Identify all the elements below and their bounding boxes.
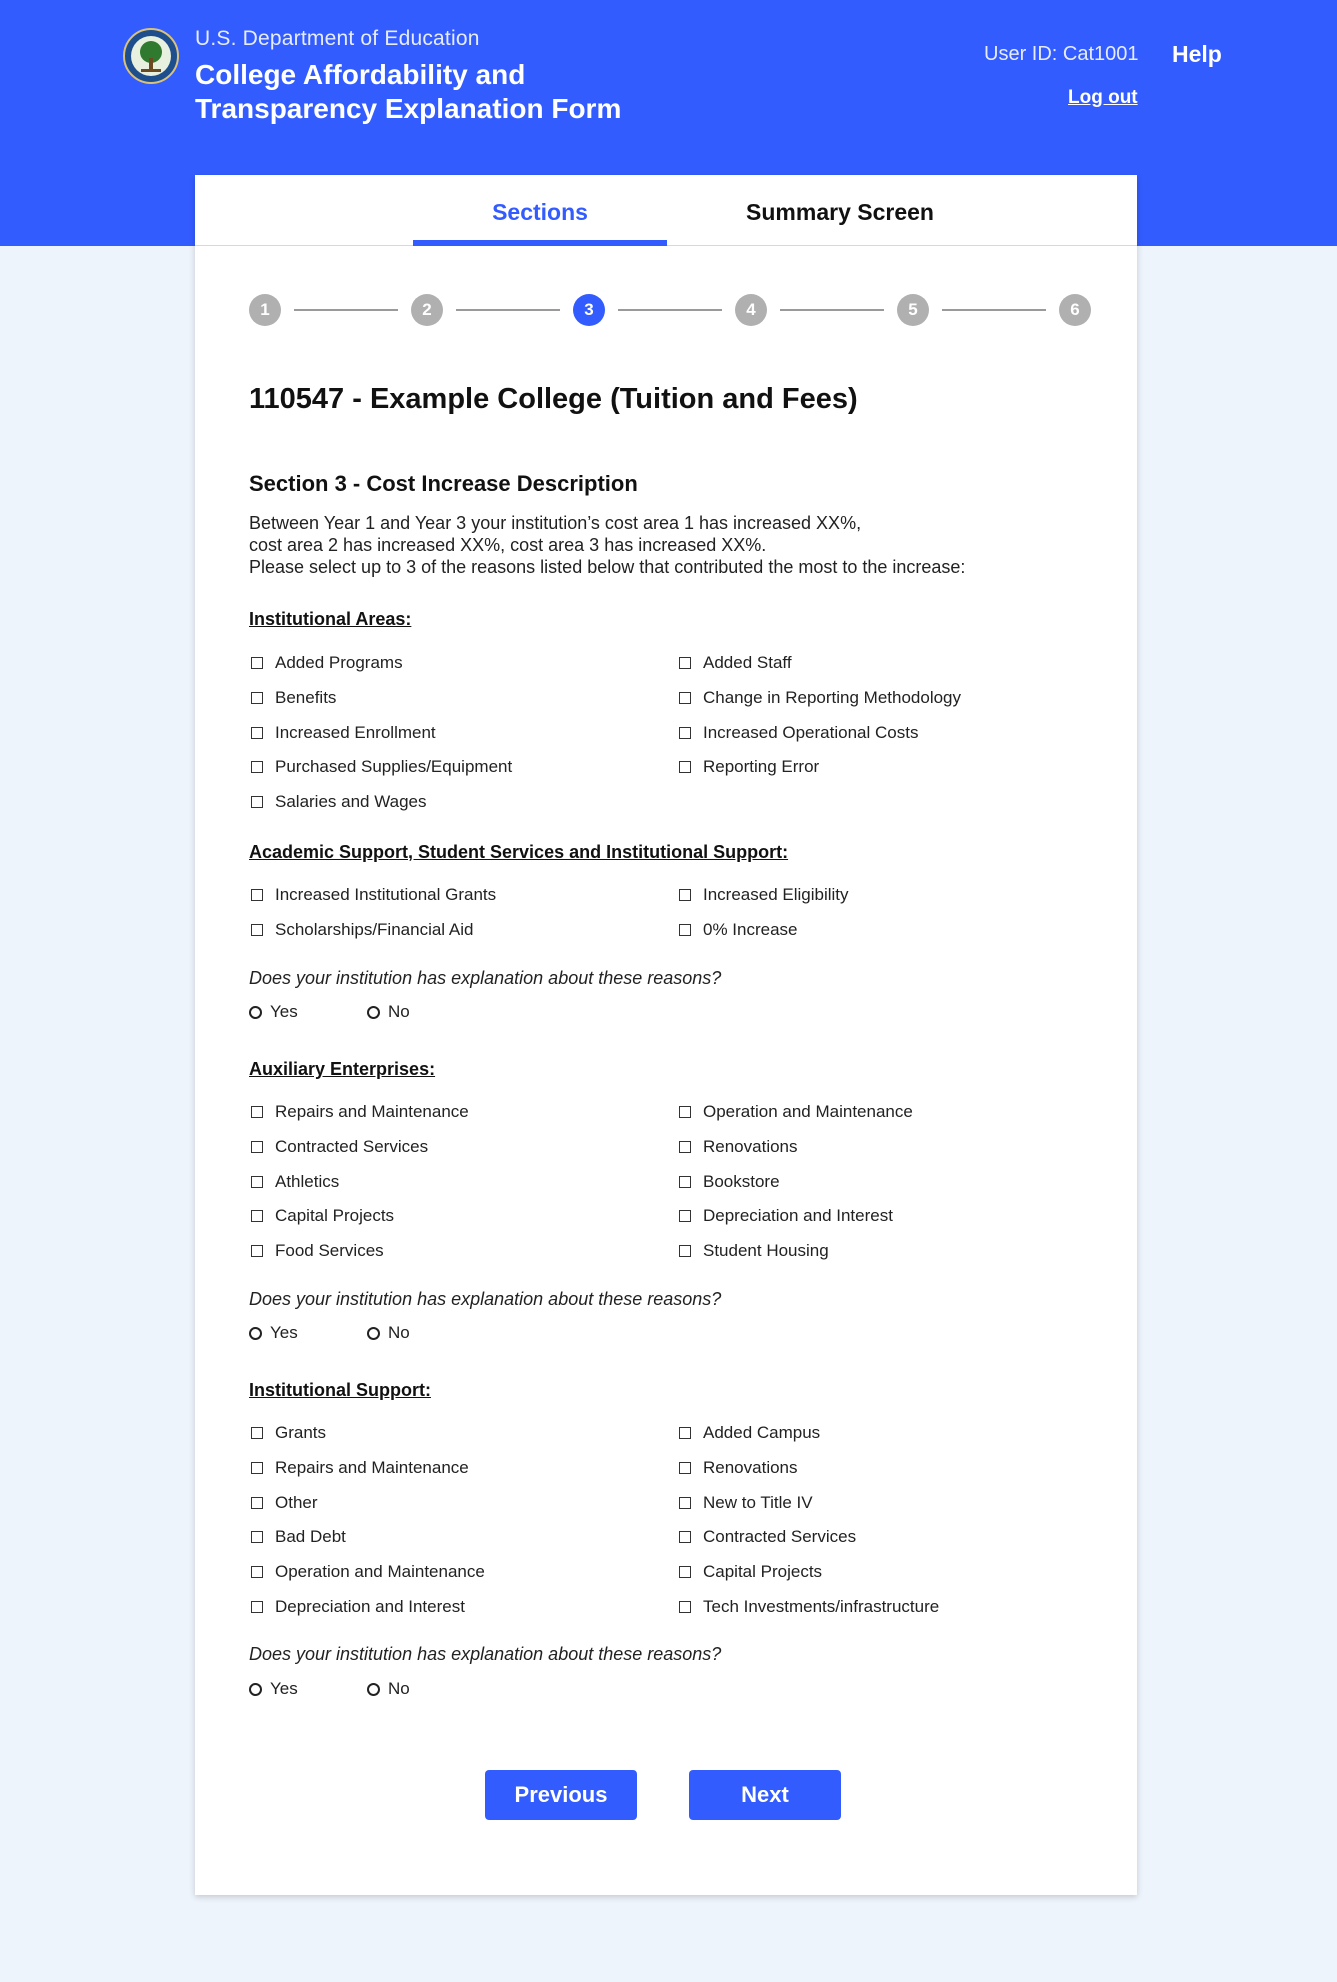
- checkbox-label: Tech Investments/infrastructure: [703, 1597, 940, 1616]
- checkbox-icon[interactable]: [679, 924, 691, 936]
- checkbox-icon[interactable]: [679, 1210, 691, 1222]
- page-title: 110547 - Example College (Tuition and Fees): [249, 383, 858, 415]
- checkbox-label: Increased Operational Costs: [703, 722, 919, 742]
- tab-bar: [195, 175, 1137, 246]
- radio-circle-icon[interactable]: [249, 1683, 262, 1696]
- checkbox-option[interactable]: [679, 1561, 822, 1583]
- radio-yes-support[interactable]: [249, 1678, 298, 1700]
- checkbox-option[interactable]: [679, 1136, 798, 1158]
- checkbox-option[interactable]: [679, 722, 918, 744]
- checkbox-option[interactable]: [679, 687, 961, 709]
- checkbox-label: Increased Eligibility: [703, 885, 849, 904]
- intro-line: Between Year 1 and Year 3 your institution’s cost area 1 has increased XX%,: [249, 513, 862, 533]
- radio-label: No: [388, 1323, 410, 1342]
- checkbox-icon[interactable]: [251, 924, 263, 936]
- checkbox-icon[interactable]: [251, 1427, 263, 1439]
- checkbox-icon[interactable]: [679, 657, 691, 669]
- checkbox-label: Grants: [275, 1423, 327, 1442]
- radio-label: Yes: [270, 1679, 298, 1698]
- checkbox-option[interactable]: [679, 884, 849, 906]
- checkbox-icon[interactable]: [251, 1531, 263, 1543]
- checkbox-icon[interactable]: [251, 1106, 263, 1118]
- checkbox-label: Student Housing: [703, 1241, 829, 1261]
- radio-circle-icon[interactable]: [249, 1327, 262, 1340]
- checkbox-option[interactable]: [251, 1526, 346, 1548]
- radio-yes-auxiliary[interactable]: [249, 1322, 298, 1344]
- intro-line: cost area 2 has increased XX%, cost area 3 has increased XX%.: [249, 535, 767, 555]
- checkbox-label: Change in Reporting Methodology: [703, 687, 962, 707]
- checkbox-icon[interactable]: [251, 1245, 263, 1257]
- checkbox-option[interactable]: [251, 1136, 428, 1158]
- checkbox-option[interactable]: [679, 1596, 939, 1618]
- group-title-institutional-areas: Institutional Areas:: [249, 609, 412, 629]
- help-link[interactable]: Help: [1172, 41, 1222, 67]
- checkbox-option[interactable]: [251, 1492, 318, 1514]
- radio-circle-icon[interactable]: [367, 1006, 380, 1019]
- agency-name: U.S. Department of Education: [195, 27, 480, 50]
- explanation-question: Does your institution has explanation about these reasons?: [249, 1644, 722, 1664]
- checkbox-icon[interactable]: [679, 1245, 691, 1257]
- checkbox-label: Added Campus: [703, 1423, 821, 1442]
- checkbox-label: Other: [275, 1492, 318, 1512]
- step-connector: [780, 309, 884, 311]
- checkbox-option[interactable]: [251, 687, 336, 709]
- checkbox-label: Benefits: [275, 687, 337, 707]
- checkbox-label: Athletics: [275, 1171, 340, 1191]
- checkbox-option[interactable]: [679, 1457, 798, 1479]
- checkbox-icon[interactable]: [251, 657, 263, 669]
- checkbox-icon[interactable]: [679, 692, 691, 704]
- checkbox-option[interactable]: [251, 756, 512, 778]
- explanation-question: Does your institution has explanation about these reasons?: [249, 1289, 722, 1309]
- radio-no-support[interactable]: [367, 1678, 410, 1700]
- checkbox-label: New to Title IV: [703, 1492, 813, 1512]
- checkbox-option[interactable]: [251, 791, 427, 813]
- radio-circle-icon[interactable]: [367, 1327, 380, 1340]
- intro-line: Please select up to 3 of the reasons listed below that contributed the most to the increase:: [249, 557, 966, 577]
- checkbox-label: Added Staff: [703, 653, 792, 672]
- checkbox-icon[interactable]: [251, 1176, 263, 1188]
- logout-link[interactable]: Log out: [1068, 87, 1138, 108]
- checkbox-icon[interactable]: [679, 761, 691, 773]
- app-title: College Affordability and Transparency Explanation Form: [195, 59, 622, 124]
- user-id: User ID: Cat1001: [984, 43, 1139, 65]
- checkbox-option[interactable]: [251, 652, 403, 674]
- checkbox-option[interactable]: [251, 1422, 326, 1444]
- checkbox-icon[interactable]: [679, 1106, 691, 1118]
- checkbox-label: Scholarships/Financial Aid: [275, 919, 474, 939]
- checkbox-label: Increased Enrollment: [275, 722, 436, 742]
- checkbox-label: Salaries and Wages: [275, 792, 427, 812]
- previous-button[interactable]: Previous: [485, 1770, 637, 1820]
- checkbox-option[interactable]: [679, 652, 792, 674]
- checkbox-icon[interactable]: [679, 1601, 691, 1613]
- radio-label: No: [388, 1002, 410, 1021]
- checkbox-label: Food Services: [275, 1241, 384, 1261]
- checkbox-label: Increased Institutional Grants: [275, 885, 497, 904]
- next-button[interactable]: Next: [689, 1770, 841, 1820]
- checkbox-label: Repairs and Maintenance: [275, 1457, 469, 1477]
- checkbox-label: Depreciation and Interest: [703, 1206, 893, 1226]
- radio-label: Yes: [270, 1002, 298, 1021]
- checkbox-icon[interactable]: [251, 1566, 263, 1578]
- checkbox-icon[interactable]: [251, 1141, 263, 1153]
- checkbox-icon[interactable]: [679, 1531, 691, 1543]
- radio-no-academic[interactable]: [367, 1001, 410, 1023]
- checkbox-option[interactable]: [251, 1457, 469, 1479]
- step-connector: [456, 309, 560, 311]
- tab-sections[interactable]: Sections: [413, 175, 667, 245]
- step-6[interactable]: 6: [1059, 294, 1091, 326]
- checkbox-label: Capital Projects: [703, 1562, 823, 1582]
- checkbox-icon[interactable]: [679, 1497, 691, 1509]
- group-title-auxiliary: Auxiliary Enterprises:: [249, 1059, 436, 1079]
- checkbox-icon[interactable]: [679, 1462, 691, 1474]
- checkbox-icon[interactable]: [679, 1427, 691, 1439]
- radio-circle-icon[interactable]: [249, 1006, 262, 1019]
- checkbox-icon[interactable]: [679, 889, 691, 901]
- checkbox-label: Capital Projects: [275, 1206, 395, 1226]
- checkbox-label: Purchased Supplies/Equipment: [275, 757, 513, 777]
- checkbox-icon[interactable]: [251, 727, 263, 739]
- step-connector: [294, 309, 398, 311]
- step-3-active[interactable]: 3: [573, 294, 605, 326]
- checkbox-icon[interactable]: [251, 1601, 263, 1613]
- checkbox-option[interactable]: [679, 756, 819, 778]
- checkbox-option[interactable]: [251, 1240, 384, 1262]
- section-title: Section 3 - Cost Increase Description: [249, 471, 638, 496]
- step-4[interactable]: 4: [735, 294, 767, 326]
- explanation-question: Does your institution has explanation about these reasons?: [249, 968, 722, 988]
- checkbox-icon[interactable]: [251, 796, 263, 808]
- step-progress: [249, 294, 1089, 326]
- checkbox-option[interactable]: [251, 919, 473, 941]
- radio-circle-icon[interactable]: [367, 1683, 380, 1696]
- checkbox-option[interactable]: [251, 1561, 485, 1583]
- checkbox-option[interactable]: [679, 1422, 820, 1444]
- checkbox-option[interactable]: [679, 919, 798, 941]
- step-5[interactable]: 5: [897, 294, 929, 326]
- checkbox-icon[interactable]: [251, 1462, 263, 1474]
- checkbox-option[interactable]: [679, 1101, 913, 1123]
- checkbox-option[interactable]: [251, 1101, 469, 1123]
- checkbox-label: Bad Debt: [275, 1527, 346, 1547]
- checkbox-label: Reporting Error: [703, 757, 820, 777]
- checkbox-label: Added Programs: [275, 653, 403, 672]
- radio-label: Yes: [270, 1323, 298, 1342]
- checkbox-label: Bookstore: [703, 1171, 780, 1191]
- checkbox-label: Depreciation and Interest: [275, 1597, 465, 1616]
- checkbox-label: Operation and Maintenance: [275, 1562, 485, 1582]
- checkbox-icon[interactable]: [679, 727, 691, 739]
- checkbox-option[interactable]: [679, 1171, 780, 1193]
- checkbox-icon[interactable]: [251, 889, 263, 901]
- checkbox-option[interactable]: [251, 1596, 465, 1618]
- department-seal-icon: [123, 28, 179, 84]
- checkbox-icon[interactable]: [251, 761, 263, 773]
- checkbox-option[interactable]: [251, 722, 436, 744]
- checkbox-icon[interactable]: [679, 1141, 691, 1153]
- radio-label: No: [388, 1679, 410, 1698]
- radio-no-auxiliary[interactable]: [367, 1322, 410, 1344]
- checkbox-label: Contracted Services: [703, 1527, 857, 1547]
- checkbox-label: Renovations: [703, 1457, 798, 1477]
- step-2[interactable]: 2: [411, 294, 443, 326]
- checkbox-label: Operation and Maintenance: [703, 1102, 913, 1121]
- checkbox-option[interactable]: [679, 1205, 893, 1227]
- checkbox-label: Renovations: [703, 1136, 798, 1156]
- checkbox-option[interactable]: [251, 1171, 339, 1193]
- group-title-institutional-support: Institutional Support:: [249, 1380, 431, 1400]
- step-1[interactable]: 1: [249, 294, 281, 326]
- checkbox-option[interactable]: [251, 884, 496, 906]
- checkbox-option[interactable]: [251, 1205, 394, 1227]
- checkbox-label: Repairs and Maintenance: [275, 1102, 469, 1121]
- checkbox-icon[interactable]: [251, 692, 263, 704]
- step-connector: [618, 309, 722, 311]
- form-card: [195, 175, 1137, 1895]
- checkbox-icon[interactable]: [679, 1176, 691, 1188]
- checkbox-label: Contracted Services: [275, 1136, 429, 1156]
- checkbox-option[interactable]: [679, 1492, 813, 1514]
- group-title-academic-support: Academic Support, Student Services and Institutional Support:: [249, 842, 789, 862]
- step-connector: [942, 309, 1046, 311]
- checkbox-option[interactable]: [679, 1526, 856, 1548]
- checkbox-label: 0% Increase: [703, 919, 798, 939]
- tab-summary-screen[interactable]: Summary Screen: [746, 199, 934, 225]
- checkbox-icon[interactable]: [251, 1210, 263, 1222]
- radio-yes-academic[interactable]: [249, 1001, 298, 1023]
- checkbox-icon[interactable]: [679, 1566, 691, 1578]
- checkbox-icon[interactable]: [251, 1497, 263, 1509]
- section-intro: [249, 512, 1109, 578]
- checkbox-option[interactable]: [679, 1240, 829, 1262]
